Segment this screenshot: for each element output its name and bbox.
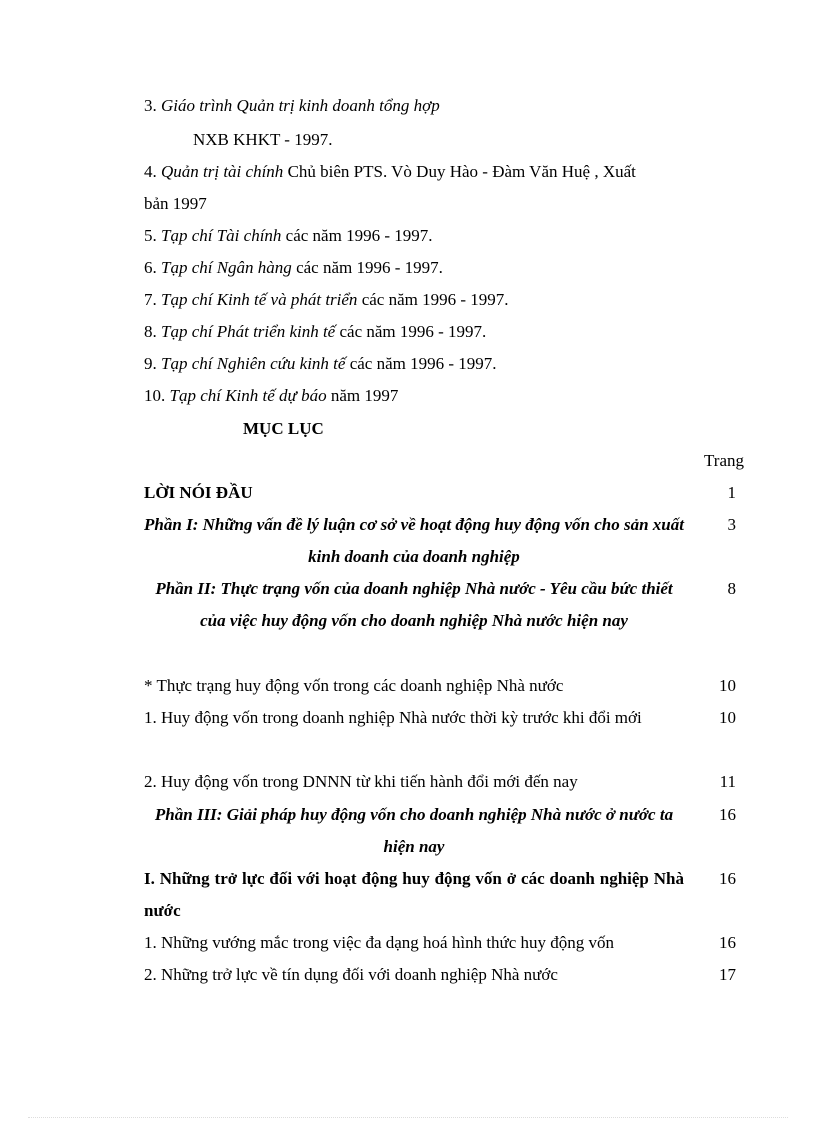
toc-entry (144, 573, 744, 637)
toc-entry (144, 509, 744, 573)
reference-item (144, 188, 734, 220)
reference-title: Giáo trình Quản trị kinh doanh tổng hợp (161, 96, 440, 115)
reference-title: Tạp chí Phát triển kinh tế (161, 322, 336, 341)
toc-entry-page: 11 (719, 772, 736, 791)
toc-entry (144, 863, 744, 927)
reference-number: 4. (144, 162, 157, 181)
toc-entry-page: 16 (719, 805, 736, 824)
toc-entry-page: 10 (719, 708, 736, 727)
reference-item (144, 90, 734, 122)
reference-detail: các năm 1996 - 1997. (339, 322, 487, 341)
reference-title: Tạp chí Nghiên cứu kinh tế (161, 354, 346, 373)
toc-page-column-label: Trang (704, 451, 744, 470)
reference-number: 8. (144, 322, 157, 341)
reference-item (144, 156, 734, 188)
reference-detail: Chủ biên PTS. Vò Duy Hào - Đàm Văn Huệ , Xuất (287, 162, 636, 181)
toc-entry (144, 959, 744, 991)
toc-entry-text: 1. Những vướng mắc trong việc đa dạng hoá hình thức huy động vốn (144, 933, 615, 952)
reference-detail: các năm 1996 - 1997. (349, 354, 497, 373)
toc-entry-text: LỜI NÓI ĐẦU (144, 483, 253, 502)
reference-number: 5. (144, 226, 157, 245)
reference-item (144, 252, 734, 284)
toc-entry-text: 2. Những trở lực về tín dụng đối với doanh nghiệp Nhà nước (144, 965, 558, 984)
toc-entry (144, 477, 744, 509)
reference-title: Tạp chí Kinh tế dự báo (169, 386, 327, 405)
toc-entry (144, 766, 744, 798)
toc-entry-page: 17 (719, 965, 736, 984)
toc-entry-text: 1. Huy động vốn trong doanh nghiệp Nhà nước thời kỳ trước khi đổi mới (144, 708, 642, 727)
reference-number: 10. (144, 386, 166, 405)
toc-entry (144, 670, 744, 702)
toc-entry-page: 10 (719, 676, 736, 695)
toc-entry-text: Phần II: Thực trạng vốn của doanh nghiệp Nhà nước - Yêu cầu bức thiết của việc huy động vốn cho doanh nghiệp Nhà nước hiện nay (155, 579, 673, 630)
reference-item (144, 316, 734, 348)
reference-detail: bản 1997 (144, 194, 207, 213)
reference-item (193, 124, 783, 156)
reference-number: 9. (144, 354, 157, 373)
toc-entry-page: 3 (727, 515, 736, 534)
reference-title: Tạp chí Kinh tế và phát triển (161, 290, 358, 309)
reference-item (144, 348, 734, 380)
toc-entry-page: 16 (719, 869, 736, 888)
toc-entry-text: 2. Huy động vốn trong DNNN từ khi tiến hành đổi mới đến nay (144, 772, 578, 791)
reference-item (144, 220, 734, 252)
reference-detail: NXB KHKT - 1997. (193, 130, 333, 149)
reference-detail: các năm 1996 - 1997. (285, 226, 433, 245)
reference-number: 7. (144, 290, 157, 309)
page-bottom-divider (28, 1117, 788, 1118)
reference-number: 6. (144, 258, 157, 277)
reference-detail: năm 1997 (330, 386, 399, 405)
toc-entry-text: * Thực trạng huy động vốn trong các doanh nghiệp Nhà nước (144, 676, 564, 695)
reference-item (144, 284, 734, 316)
reference-detail: các năm 1996 - 1997. (296, 258, 443, 277)
reference-detail: các năm 1996 - 1997. (361, 290, 509, 309)
toc-entry-text: I. Những trở lực đối với hoạt động huy động vốn ở các doanh nghiệp Nhà nước (144, 869, 684, 920)
toc-heading: MỤC LỤC (243, 419, 324, 438)
toc-entry-page: 16 (719, 933, 736, 952)
toc-entry-text: Phần I: Những vấn đề lý luận cơ sở về hoạt động huy động vốn cho sản xuất kinh doanh của doanh nghiệp (144, 515, 684, 566)
reference-title: Tạp chí Tài chính (161, 226, 282, 245)
reference-number: 3. (144, 96, 157, 115)
toc-entry-page: 8 (727, 579, 736, 598)
reference-title: Tạp chí Ngân hàng (161, 258, 292, 277)
reference-title: Quản trị tài chính (161, 162, 284, 181)
toc-entry (144, 799, 744, 863)
toc-entry-page: 1 (727, 483, 736, 502)
reference-item (144, 380, 734, 412)
toc-entry (144, 702, 744, 734)
toc-entry-text: Phần III: Giải pháp huy động vốn cho doanh nghiệp Nhà nước ở nước ta hiện nay (154, 805, 674, 856)
toc-entry (144, 927, 744, 959)
